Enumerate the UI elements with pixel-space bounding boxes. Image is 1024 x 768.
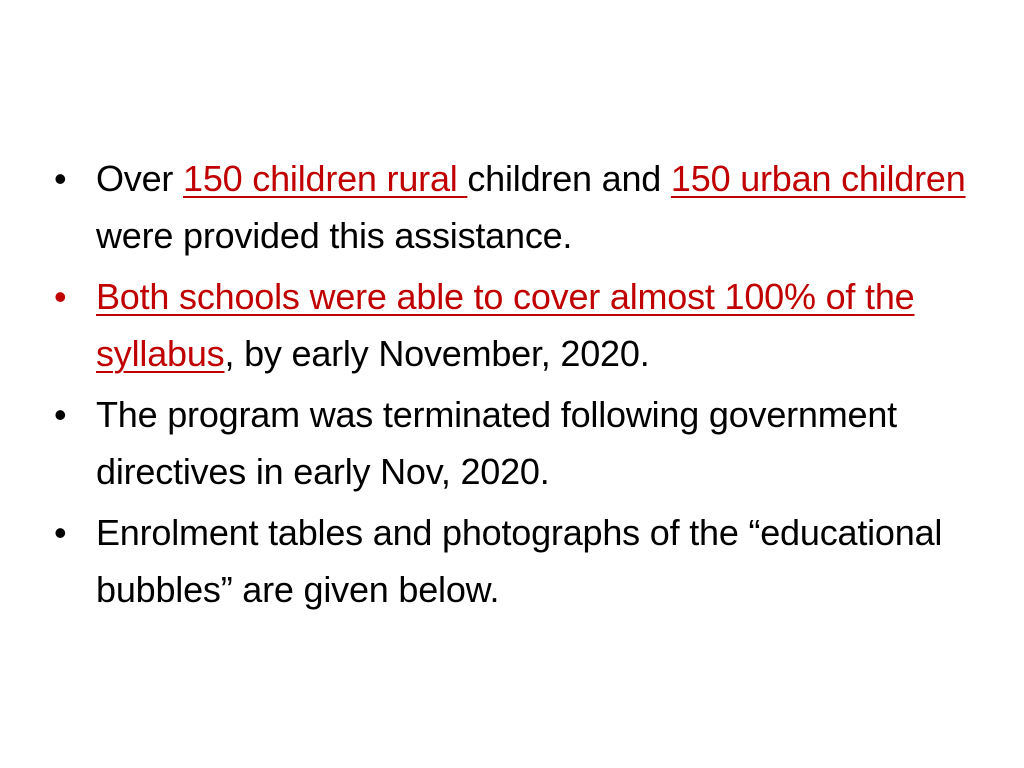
- highlighted-text-rural-children: 150 children rural: [183, 158, 468, 199]
- bullet-marker: •: [54, 158, 67, 199]
- bullet-text-segment: Enrolment tables and photographs of the “educational bubbles” are given below.: [96, 512, 943, 610]
- bullet-text-segment: The program was terminated following government directives in early Nov, 2020.: [96, 394, 897, 492]
- bullet-text-segment: , by early November, 2020.: [224, 333, 650, 374]
- bullet-marker: •: [54, 394, 67, 435]
- highlighted-text-urban-children: 150 urban children: [670, 158, 966, 199]
- bullet-item-4: [50, 504, 980, 618]
- highlighted-text-syllabus: Both schools were able to cover almost 100% of the syllabus: [96, 276, 915, 374]
- bullet-item-3: [50, 386, 980, 500]
- bullet-text-segment: children and: [467, 158, 671, 199]
- bullet-marker: •: [54, 276, 67, 317]
- bullet-item-1: [50, 150, 980, 264]
- bullet-text-segment: Over: [96, 158, 184, 199]
- bullet-marker: •: [54, 512, 67, 553]
- bullet-list: [50, 150, 980, 622]
- bullet-text-segment: were provided this assistance.: [96, 215, 573, 256]
- bullet-item-2: [50, 268, 980, 382]
